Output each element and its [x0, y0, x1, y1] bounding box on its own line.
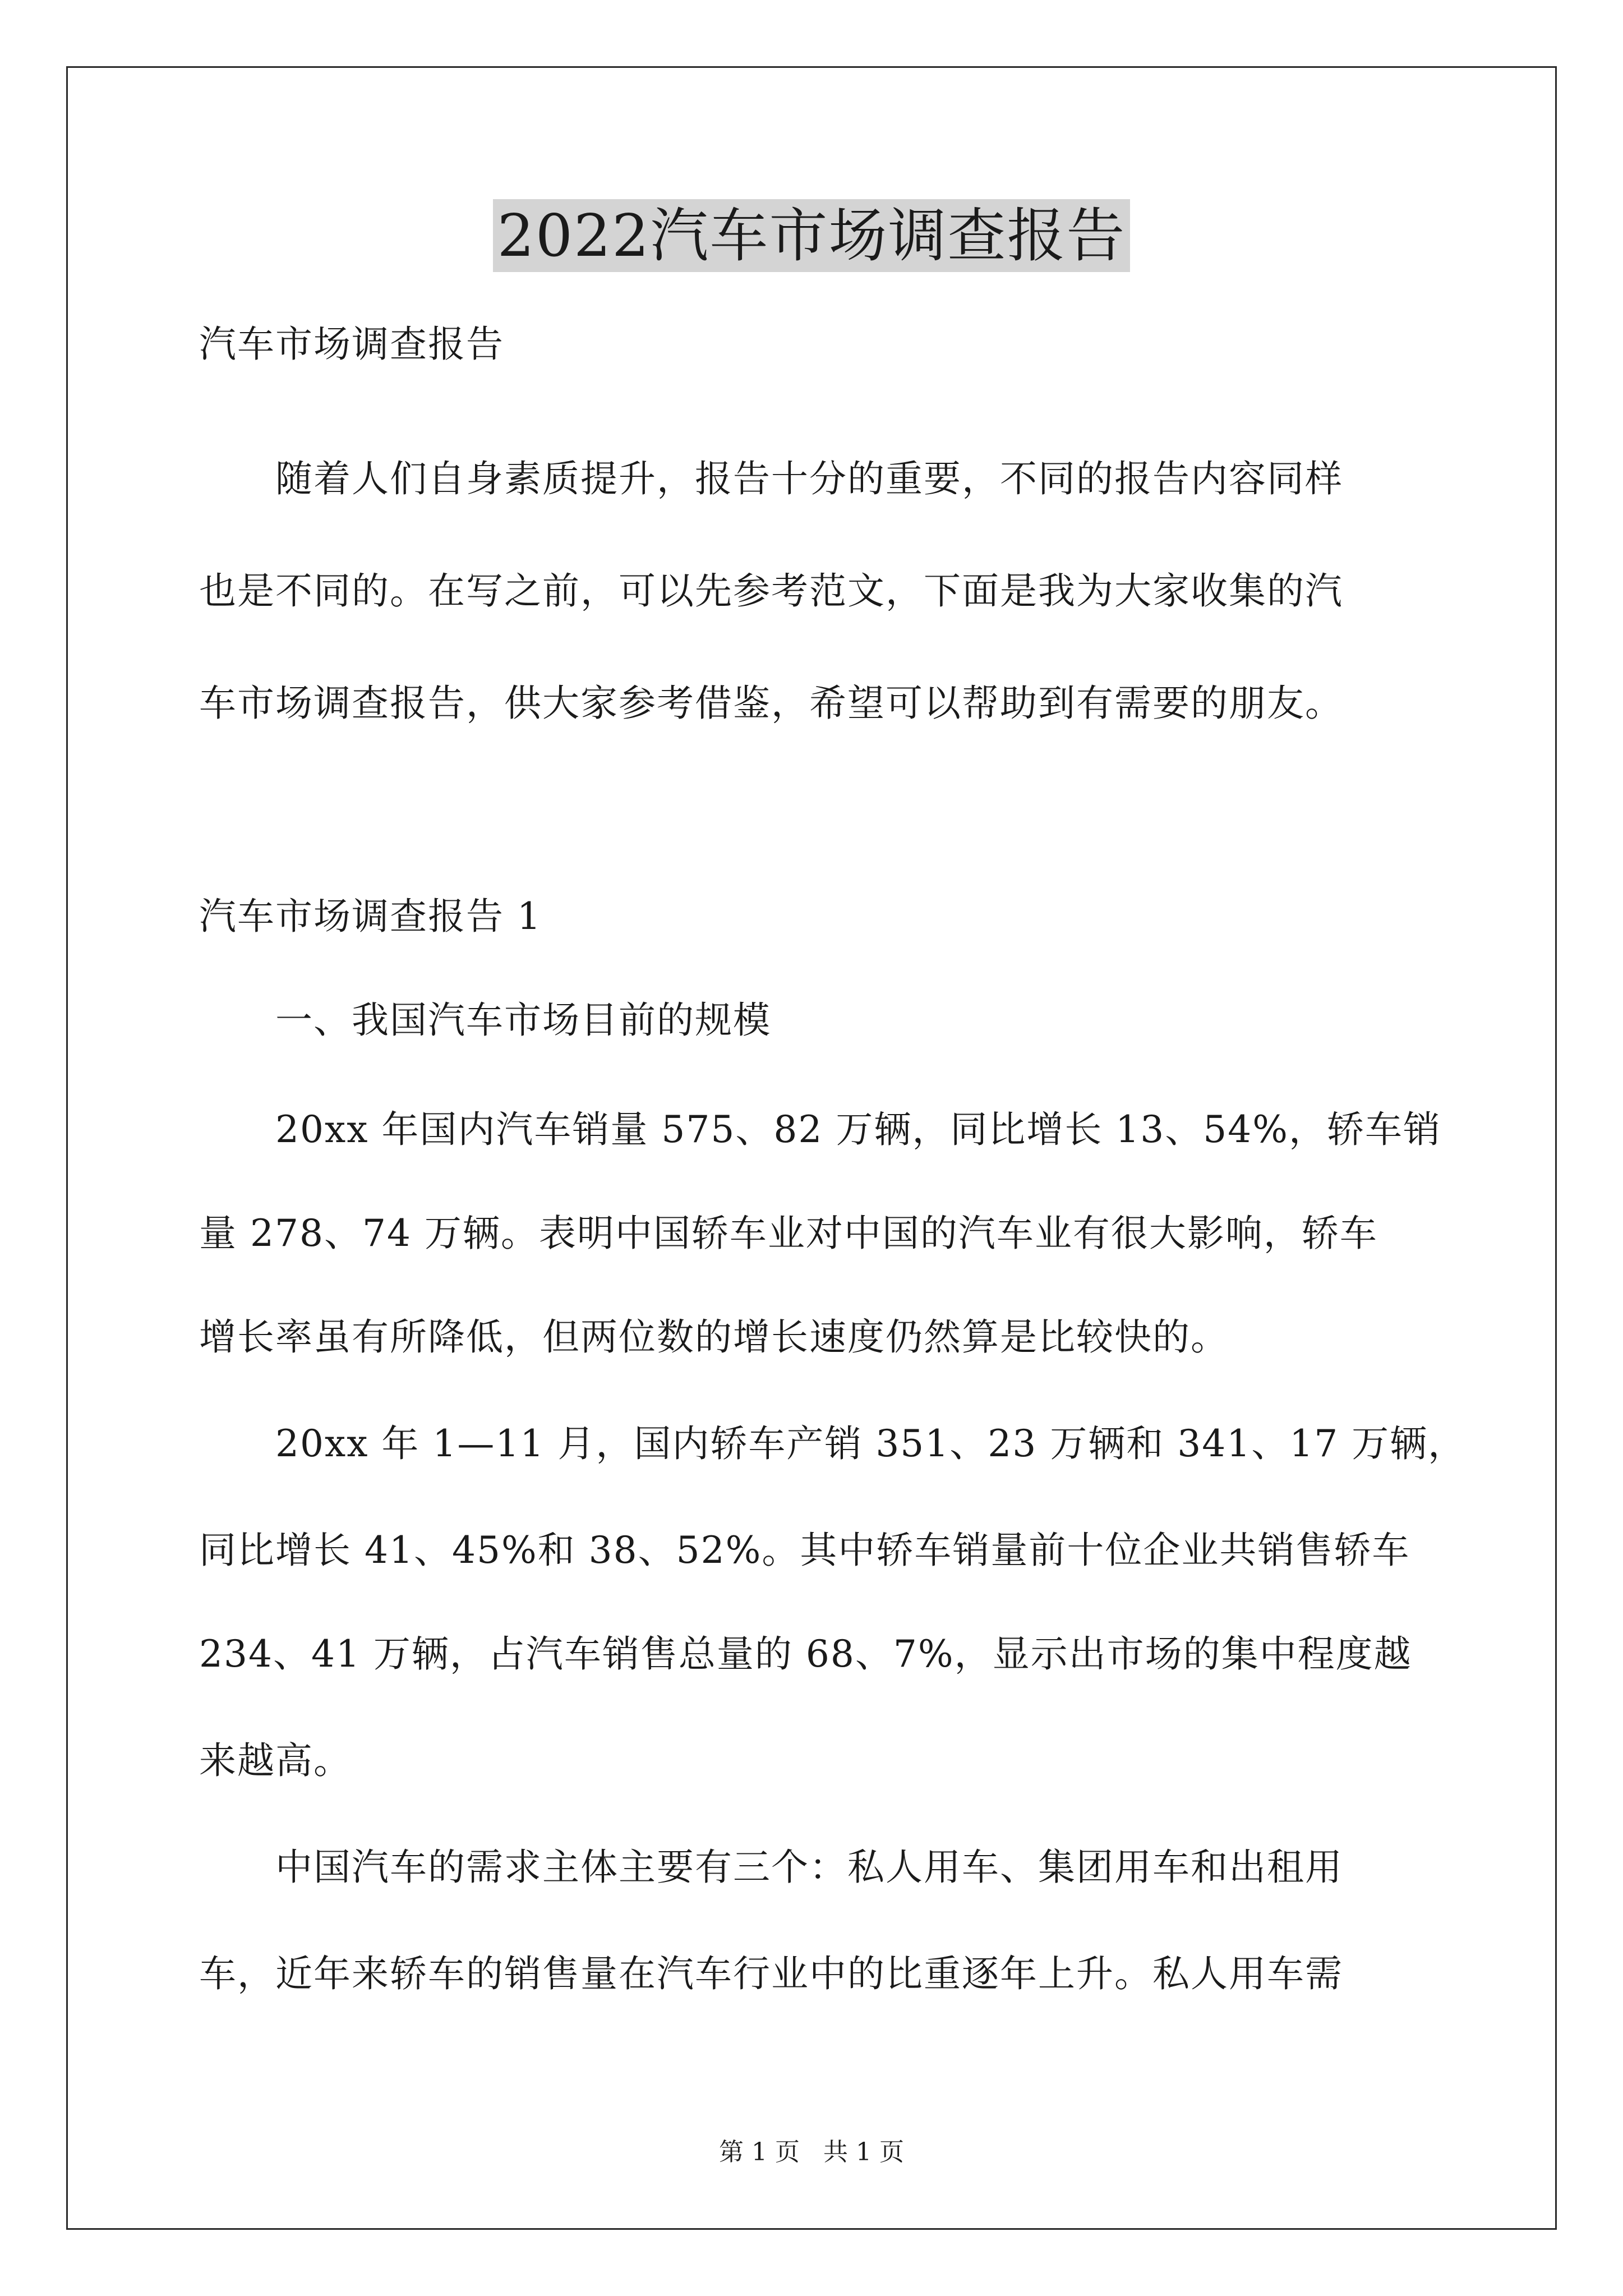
- para1-line-2: 量 278、74 万辆。表明中国轿车业对中国的汽车业有很大影响，轿车: [199, 1212, 1378, 1255]
- subtitle: 汽车市场调查报告: [199, 323, 504, 366]
- document-title: 2022汽车市场调查报告: [493, 199, 1131, 272]
- heading-1: 一、我国汽车市场目前的规模: [199, 999, 771, 1042]
- section-title: 汽车市场调查报告 1: [199, 895, 542, 938]
- page-total: 共 1 页: [823, 2138, 904, 2166]
- para3-line-2: 车，近年来轿车的销售量在汽车行业中的比重逐年上升。私人用车需: [199, 1952, 1343, 1995]
- para2-line-3: 234、41 万辆，占汽车销售总量的 68、7%，显示出市场的集中程度越: [199, 1632, 1412, 1676]
- title-container: [0, 199, 1623, 272]
- para2-line-2: 同比增长 41、45%和 38、52%。其中轿车销量前十位企业共销售轿车: [199, 1529, 1410, 1572]
- para1-line-3: 增长率虽有所降低，但两位数的增长速度仍然算是比较快的。: [199, 1315, 1229, 1359]
- para2-line-1: 20xx 年 1—11 月，国内轿车产销 351、23 万辆和 341、17 万辆，: [199, 1422, 1467, 1465]
- intro-line-3: 车市场调查报告，供大家参考借鉴，希望可以帮助到有需要的朋友。: [199, 682, 1343, 725]
- intro-line-2: 也是不同的。在写之前，可以先参考范文，下面是我为大家收集的汽: [199, 569, 1343, 613]
- para2-line-4: 来越高。: [199, 1739, 352, 1782]
- para3-line-1: 中国汽车的需求主体主要有三个：私人用车、集团用车和出租用: [199, 1846, 1343, 1889]
- page-footer: [0, 2132, 1623, 2168]
- intro-line-1: 随着人们自身素质提升，报告十分的重要，不同的报告内容同样: [199, 457, 1343, 500]
- para1-line-1: 20xx 年国内汽车销量 575、82 万辆，同比增长 13、54%，轿车销: [199, 1108, 1441, 1151]
- page-number: 第 1 页: [719, 2138, 800, 2166]
